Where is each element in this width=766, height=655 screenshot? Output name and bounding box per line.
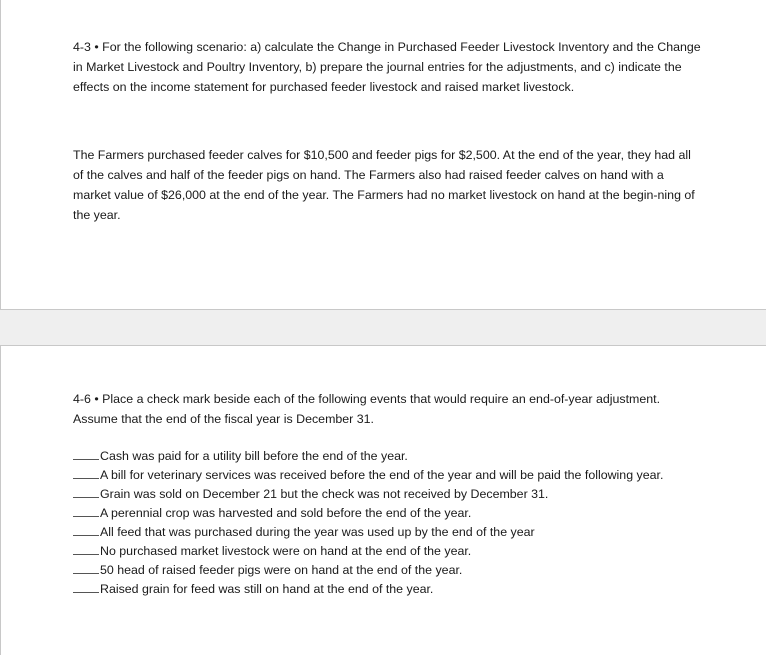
checklist-item-text: All feed that was purchased during the year was used up by the end of the year — [100, 525, 535, 539]
checklist-item — [73, 542, 713, 561]
checklist-item — [73, 561, 713, 580]
checklist-item-text: A perennial crop was harvested and sold before the end of the year. — [100, 506, 472, 520]
checklist — [73, 447, 713, 599]
checklist-item-text: Grain was sold on December 21 but the check was not received by December 31. — [100, 487, 549, 501]
checklist-item — [73, 466, 713, 485]
check-blank[interactable] — [73, 544, 99, 555]
check-blank[interactable] — [73, 582, 99, 593]
checklist-item-text: 50 head of raised feeder pigs were on hand at the end of the year. — [100, 563, 463, 577]
checklist-item — [73, 580, 713, 599]
checklist-item-text: Cash was paid for a utility bill before the end of the year. — [100, 449, 408, 463]
check-blank[interactable] — [73, 487, 99, 498]
check-blank[interactable] — [73, 563, 99, 574]
checklist-item — [73, 485, 713, 504]
checklist-item — [73, 447, 713, 466]
checklist-item — [73, 523, 713, 542]
checklist-item-text: A bill for veterinary services was received before the end of the year and will be paid the following year. — [100, 468, 664, 482]
problem-4-3-prompt: 4-3 • For the following scenario: a) calculate the Change in Purchased Feeder Livestock Inventory and the Change in Market Livestock and Poultry Inventory, b) prepare the journal entries for the adjustments, and c) indicate the effects on the income statement for purchased feeder livestock and raised market livestock. — [73, 40, 701, 94]
check-blank[interactable] — [73, 525, 99, 536]
problem-4-3-scenario: The Farmers purchased feeder calves for $10,500 and feeder pigs for $2,500. At the end of the year, they had all of the calves and half of the feeder pigs on hand. The Farmers also had raised feeder calves on hand with a market value of $26,000 at the end of the year. The Farmers had no market livestock on hand at the begin-ning of the year. — [73, 148, 695, 222]
checklist-item-text: Raised grain for feed was still on hand at the end of the year. — [100, 582, 434, 596]
check-blank[interactable] — [73, 506, 99, 517]
checklist-item-text: No purchased market livestock were on hand at the end of the year. — [100, 544, 472, 558]
problem-4-6-prompt: 4-6 • Place a check mark beside each of the following events that would require an end-of-year adjustment. Assume that the end of the fiscal year is December 31. — [73, 392, 661, 426]
check-blank[interactable] — [73, 449, 99, 460]
page-gap — [0, 310, 766, 345]
checklist-item — [73, 504, 713, 523]
document-page-1 — [0, 0, 766, 310]
check-blank[interactable] — [73, 468, 99, 479]
document-page-2 — [0, 345, 766, 655]
